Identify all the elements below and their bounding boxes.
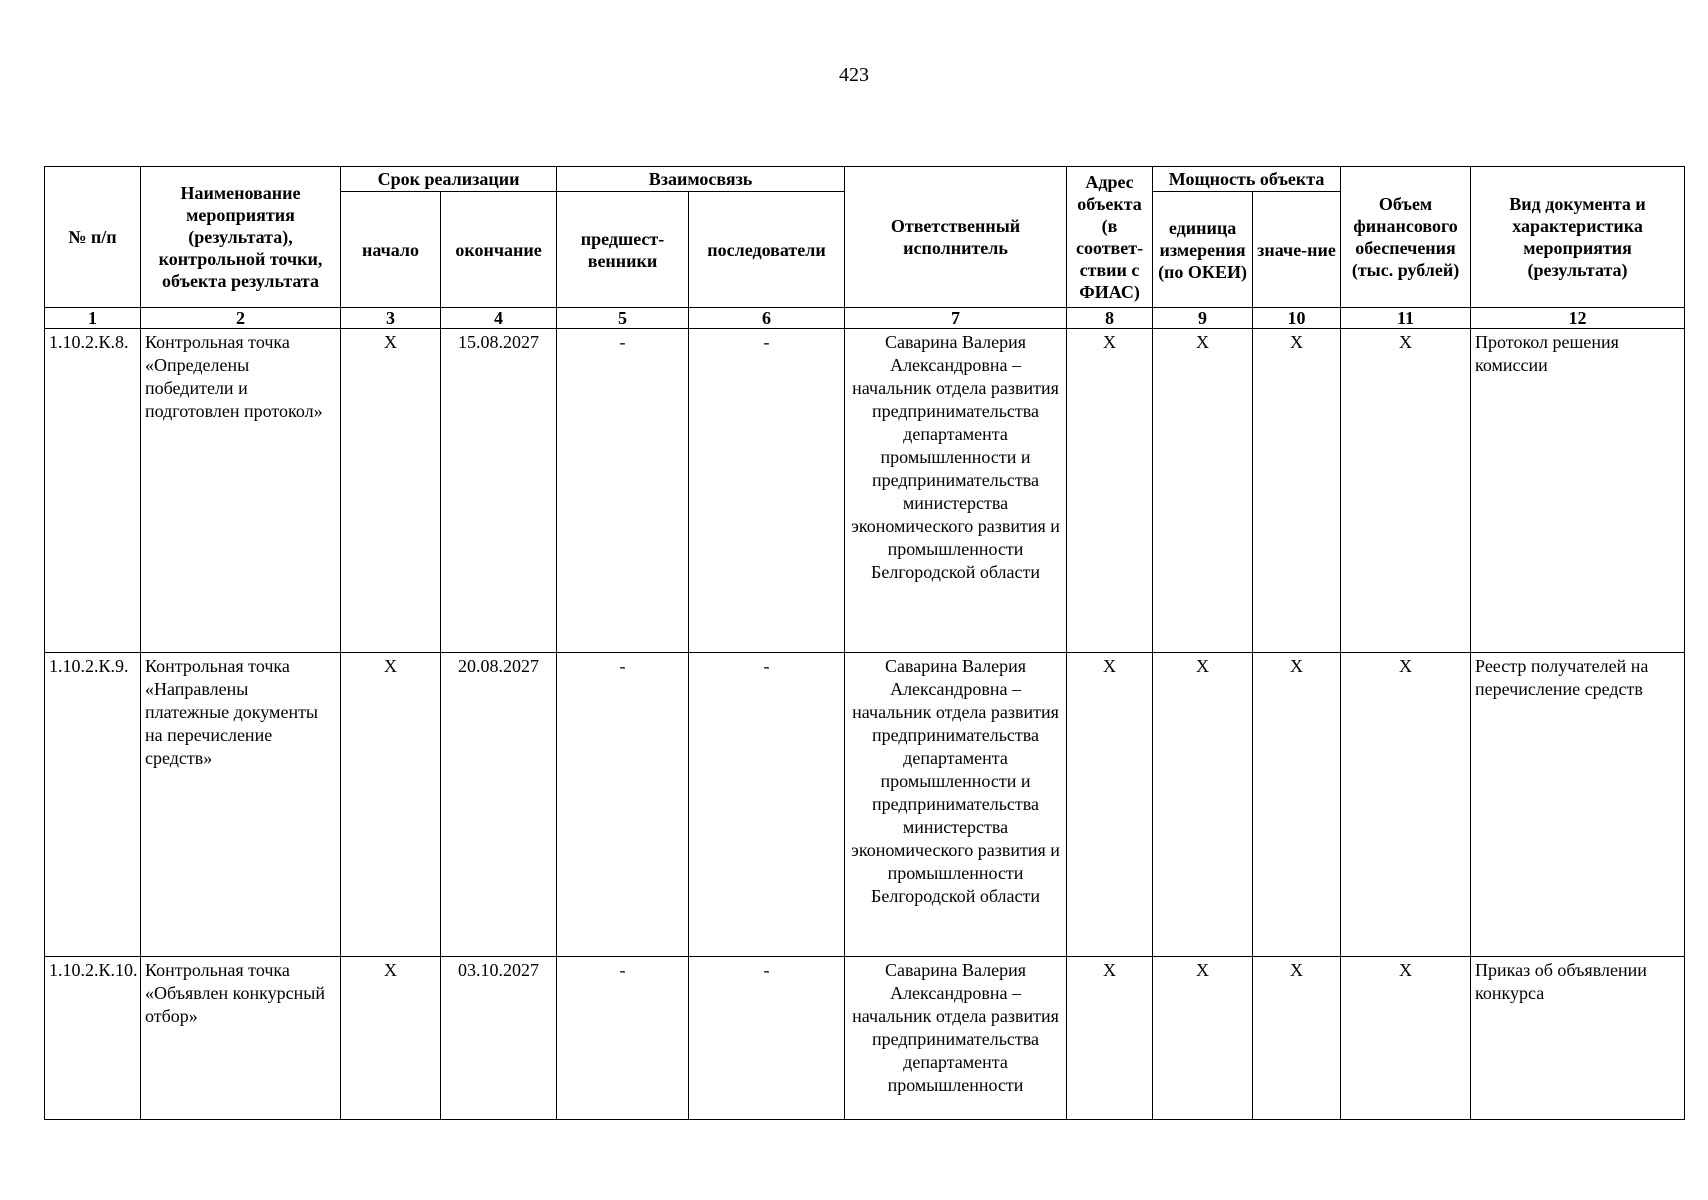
header-successors: последователи (689, 192, 845, 308)
row-doc: Приказ об объявлении конкурса (1471, 957, 1685, 1120)
row-start: X (341, 329, 441, 653)
header-address: Адрес объекта (в соответ-ствии с ФИАС) (1067, 167, 1153, 308)
row-executor: Саварина Валерия Александровна – начальник отдела развития предпринимательства департамента промышленности и предпринимательства министерства экономического развития и промышленности Белгородской области (845, 329, 1067, 653)
events-table (44, 166, 1685, 1120)
header-doc: Вид документа и характеристика мероприятия (результата) (1471, 167, 1685, 308)
row-address: X (1067, 957, 1153, 1120)
column-number: 3 (341, 308, 441, 329)
header-num: № п/п (45, 167, 141, 308)
row-start: X (341, 957, 441, 1120)
header-executor: Ответственный исполнитель (845, 167, 1067, 308)
header-name: Наименование мероприятия (результата), контрольной точки, объекта результата (141, 167, 341, 308)
row-name: Контрольная точка «Определены победители и подготовлен протокол» (141, 329, 341, 653)
row-name: Контрольная точка «Объявлен конкурсный отбор» (141, 957, 341, 1120)
row-id: 1.10.2.К.8. (45, 329, 141, 653)
row-finance: X (1341, 653, 1471, 957)
row-name: Контрольная точка «Направлены платежные документы на перечисление средств» (141, 653, 341, 957)
row-value: X (1253, 957, 1341, 1120)
row-predecessors: - (557, 329, 689, 653)
column-numbers-row (45, 308, 1685, 329)
row-unit: X (1153, 957, 1253, 1120)
row-predecessors: - (557, 957, 689, 1120)
row-value: X (1253, 329, 1341, 653)
column-number: 5 (557, 308, 689, 329)
row-address: X (1067, 329, 1153, 653)
row-successors: - (689, 329, 845, 653)
row-finance: X (1341, 329, 1471, 653)
column-number: 10 (1253, 308, 1341, 329)
row-end: 15.08.2027 (441, 329, 557, 653)
row-end: 03.10.2027 (441, 957, 557, 1120)
row-doc: Протокол решения комиссии (1471, 329, 1685, 653)
column-number: 7 (845, 308, 1067, 329)
column-number: 9 (1153, 308, 1253, 329)
row-unit: X (1153, 653, 1253, 957)
row-finance: X (1341, 957, 1471, 1120)
row-end: 20.08.2027 (441, 653, 557, 957)
page-number: 423 (839, 64, 869, 86)
header-predecessors: предшест-венники (557, 192, 689, 308)
column-number: 1 (45, 308, 141, 329)
header-capacity: Мощность объекта (1153, 167, 1341, 192)
column-number: 12 (1471, 308, 1685, 329)
column-number: 2 (141, 308, 341, 329)
row-address: X (1067, 653, 1153, 957)
row-successors: - (689, 957, 845, 1120)
row-unit: X (1153, 329, 1253, 653)
row-executor: Саварина Валерия Александровна – начальник отдела развития предпринимательства департамента промышленности и предпринимательства министерства экономического развития и промышленности Белгородской области (845, 653, 1067, 957)
column-number: 11 (1341, 308, 1471, 329)
header-relation: Взаимосвязь (557, 167, 845, 192)
column-number: 4 (441, 308, 557, 329)
header-value: значе-ние (1253, 192, 1341, 308)
header-term-end: окончание (441, 192, 557, 308)
table-row (45, 329, 1685, 653)
row-id: 1.10.2.К.10. (45, 957, 141, 1120)
column-number: 8 (1067, 308, 1153, 329)
header-finance: Объем финансового обеспечения (тыс. рублей) (1341, 167, 1471, 308)
row-predecessors: - (557, 653, 689, 957)
table-row (45, 957, 1685, 1120)
row-executor: Саварина Валерия Александровна – начальник отдела развития предпринимательства департамента промышленности (845, 957, 1067, 1120)
row-id: 1.10.2.К.9. (45, 653, 141, 957)
row-start: X (341, 653, 441, 957)
header-term: Срок реализации (341, 167, 557, 192)
row-doc: Реестр получателей на перечисление средств (1471, 653, 1685, 957)
row-value: X (1253, 653, 1341, 957)
column-number: 6 (689, 308, 845, 329)
header-unit: единица измерения (по ОКЕИ) (1153, 192, 1253, 308)
header-term-start: начало (341, 192, 441, 308)
row-successors: - (689, 653, 845, 957)
table-row (45, 653, 1685, 957)
